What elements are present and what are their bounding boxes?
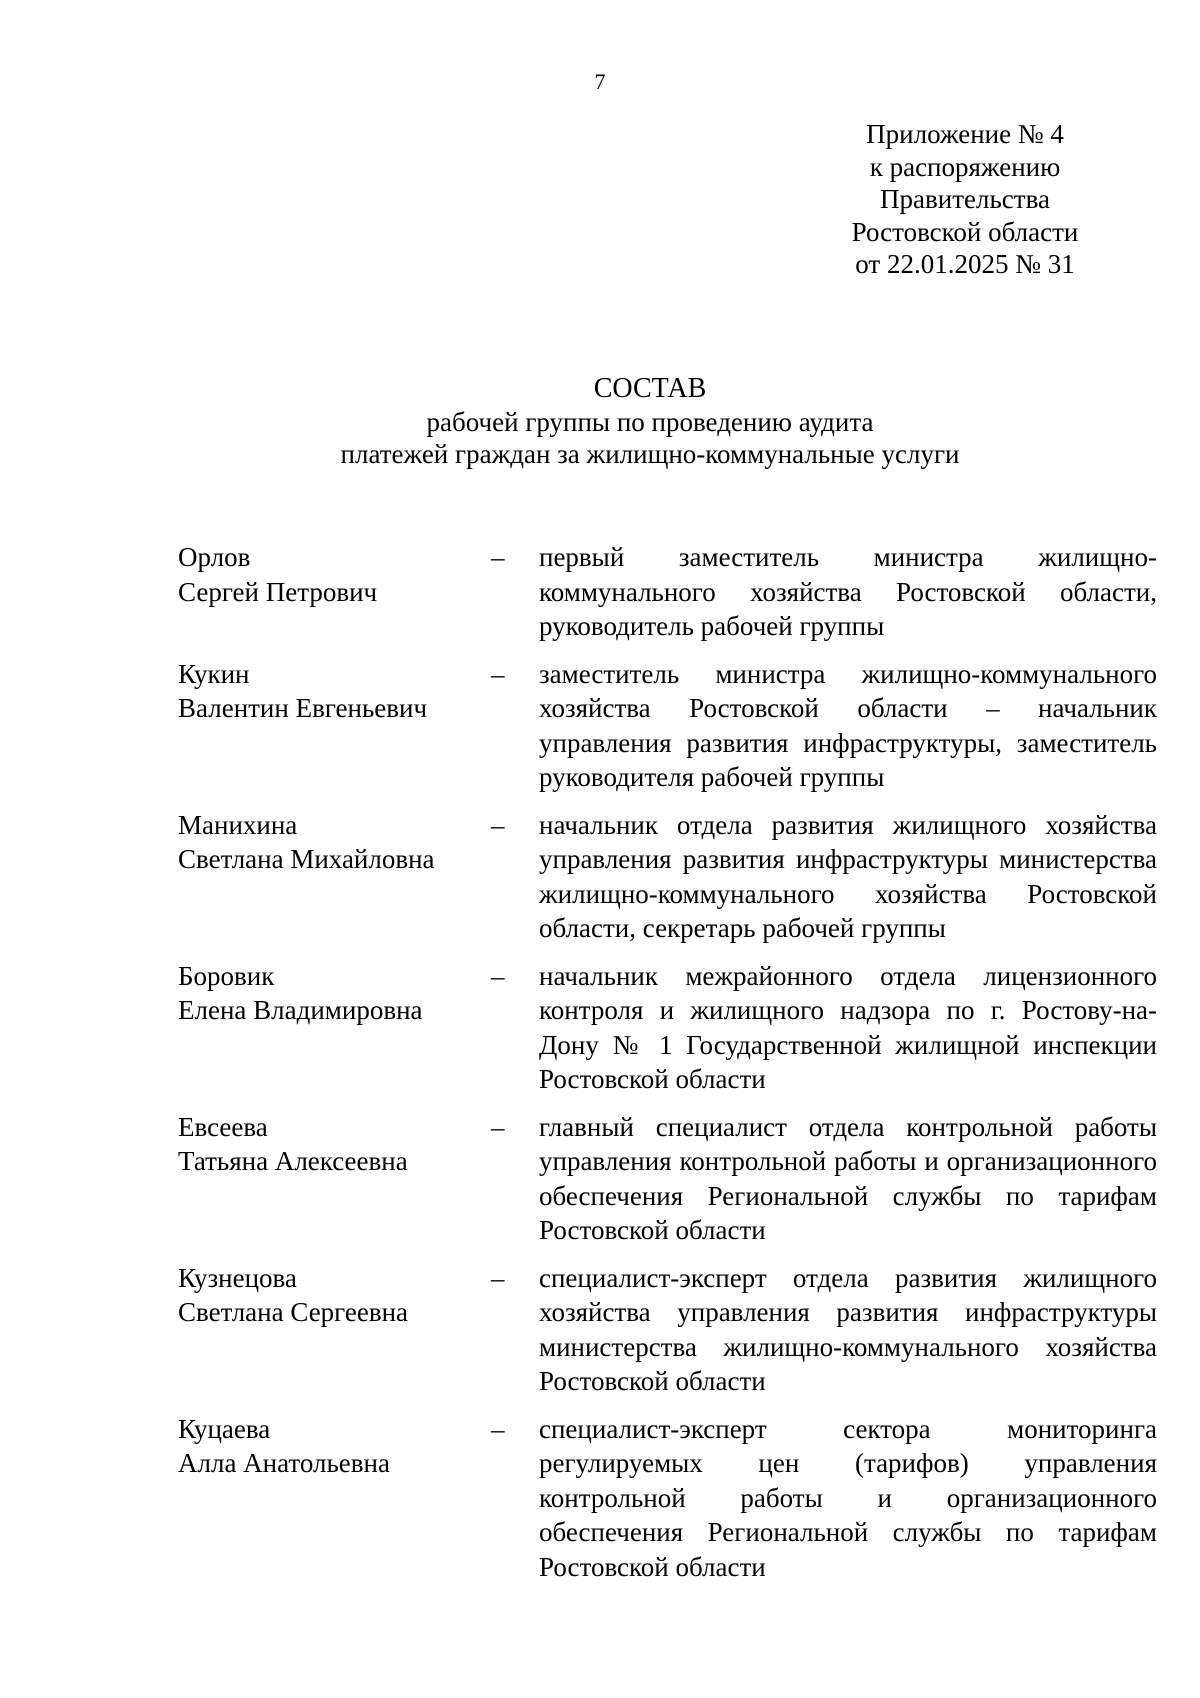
member-given-names: Светлана Михайловна: [178, 844, 435, 874]
member-entry: [178, 1261, 1157, 1399]
member-name: [178, 1261, 478, 1399]
member-given-names: Елена Владимировна: [178, 995, 423, 1025]
member-surname: Куцаева: [178, 1413, 271, 1444]
appendix-header: [800, 118, 1130, 281]
member-entry: [178, 657, 1157, 795]
appendix-line: к распоряжению: [869, 151, 1061, 182]
member-given-names: Татьяна Алексеевна: [178, 1146, 408, 1176]
appendix-line: Приложение № 4: [866, 119, 1064, 149]
member-role: специалист-эксперт сектора мониторинга регулируемых цен (тарифов) управления контрольной работы и организационного обеспечения Региональной службы по тарифам Ростовской области: [539, 1413, 1157, 1582]
member-list: [178, 540, 1157, 1597]
member-entry: [178, 959, 1157, 1097]
member-name: [178, 657, 478, 795]
member-given-names: Сергей Петрович: [178, 576, 378, 607]
member-name: [178, 540, 478, 644]
member-role: специалист-эксперт отдела развития жилищного хозяйства управления развития инфраструктуры министерства жилищно-коммунального хозяйства Ростовской области: [539, 1262, 1157, 1396]
member-surname: Кукин: [178, 658, 250, 689]
member-dash: –: [491, 1413, 505, 1444]
member-surname: Евсеева: [178, 1111, 268, 1142]
member-name: [178, 1110, 478, 1248]
member-surname: Орлов: [178, 542, 251, 572]
member-dash: –: [491, 542, 505, 572]
member-role: первый заместитель министра жилищно-коммунального хозяйства Ростовской области, руководитель рабочей группы: [539, 542, 1157, 641]
appendix-line: Ростовской области: [851, 216, 1079, 247]
page-number: 7: [594, 69, 606, 94]
member-entry: [178, 808, 1157, 946]
member-role: начальник отдела развития жилищного хозяйства управления развития инфраструктуры министерства жилищно-коммунального хозяйства Ростовской области, секретарь рабочей группы: [539, 809, 1157, 943]
member-given-names: Светлана Сергеевна: [178, 1297, 409, 1327]
document-title: СОСТАВ: [593, 373, 707, 404]
member-entry: [178, 540, 1157, 644]
member-role: главный специалист отдела контрольной работы управления контрольной работы и организационного обеспечения Региональной службы по тарифам Ростовской области: [539, 1111, 1157, 1245]
member-role: начальник межрайонного отдела лицензионного контроля и жилищного надзора по г. Ростову-на-Дону № 1 Государственной жилищной инспекции Ростовской области: [539, 960, 1157, 1094]
member-dash: –: [491, 809, 505, 840]
member-surname: Кузнецова: [178, 1262, 297, 1293]
member-given-names: Валентин Евгеньевич: [178, 693, 428, 723]
document-subtitle-line: рабочей группы по проведению аудита: [426, 406, 874, 437]
member-surname: Боровик: [178, 960, 275, 991]
member-name: [178, 1412, 478, 1585]
member-entry: [178, 1412, 1157, 1585]
appendix-line: от 22.01.2025 № 31: [855, 249, 1075, 279]
document-heading: [150, 373, 1150, 471]
member-given-names: Алла Анатольевна: [178, 1448, 390, 1478]
member-surname: Манихина: [178, 809, 298, 840]
member-dash: –: [491, 658, 505, 689]
member-name: [178, 808, 478, 946]
document-subtitle-line: платежей граждан за жилищно-коммунальные услуги: [340, 439, 960, 469]
member-dash: –: [491, 1111, 505, 1142]
member-name: [178, 959, 478, 1097]
member-dash: –: [491, 960, 505, 991]
member-role: заместитель министра жилищно-коммунального хозяйства Ростовской области – начальник управления развития инфраструктуры, заместитель руководителя рабочей группы: [539, 658, 1157, 792]
member-entry: [178, 1110, 1157, 1248]
appendix-line: Правительства: [880, 184, 1050, 214]
member-dash: –: [491, 1262, 505, 1293]
